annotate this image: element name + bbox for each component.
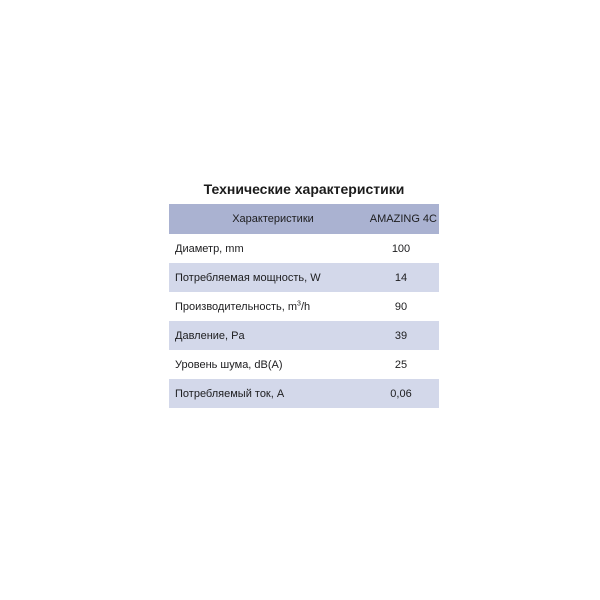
table-row — [169, 263, 439, 292]
table-row — [169, 321, 439, 350]
table-row — [169, 379, 439, 408]
spec-table-header — [169, 204, 439, 234]
row-label — [169, 301, 363, 313]
row-value: 90 — [394, 300, 408, 313]
row-value: 100 — [391, 242, 411, 255]
row-label-suffix: /h — [300, 300, 311, 313]
spec-title: Технические характеристики — [203, 181, 405, 197]
row-label: Диаметр, mm — [175, 242, 244, 255]
row-label: Потребляемый ток, A — [175, 387, 285, 400]
row-label-superscript: 3 — [297, 299, 301, 307]
row-label: Потребляемая мощность, W — [175, 271, 321, 284]
header-model: AMAZING 4C — [369, 213, 437, 225]
table-row — [169, 234, 439, 263]
table-row — [169, 350, 439, 379]
row-label: Давление, Pa — [175, 329, 245, 342]
spec-sheet — [169, 178, 439, 408]
row-value: 39 — [394, 329, 408, 342]
row-label: Уровень шума, dB(A) — [175, 358, 283, 371]
spec-table — [169, 204, 439, 408]
table-row — [169, 292, 439, 321]
header-characteristics: Характеристики — [232, 213, 314, 225]
row-value: 0,06 — [390, 387, 412, 400]
row-value: 25 — [394, 358, 408, 371]
row-value: 14 — [394, 271, 408, 284]
row-label-prefix: Производительность, m — [175, 300, 298, 313]
